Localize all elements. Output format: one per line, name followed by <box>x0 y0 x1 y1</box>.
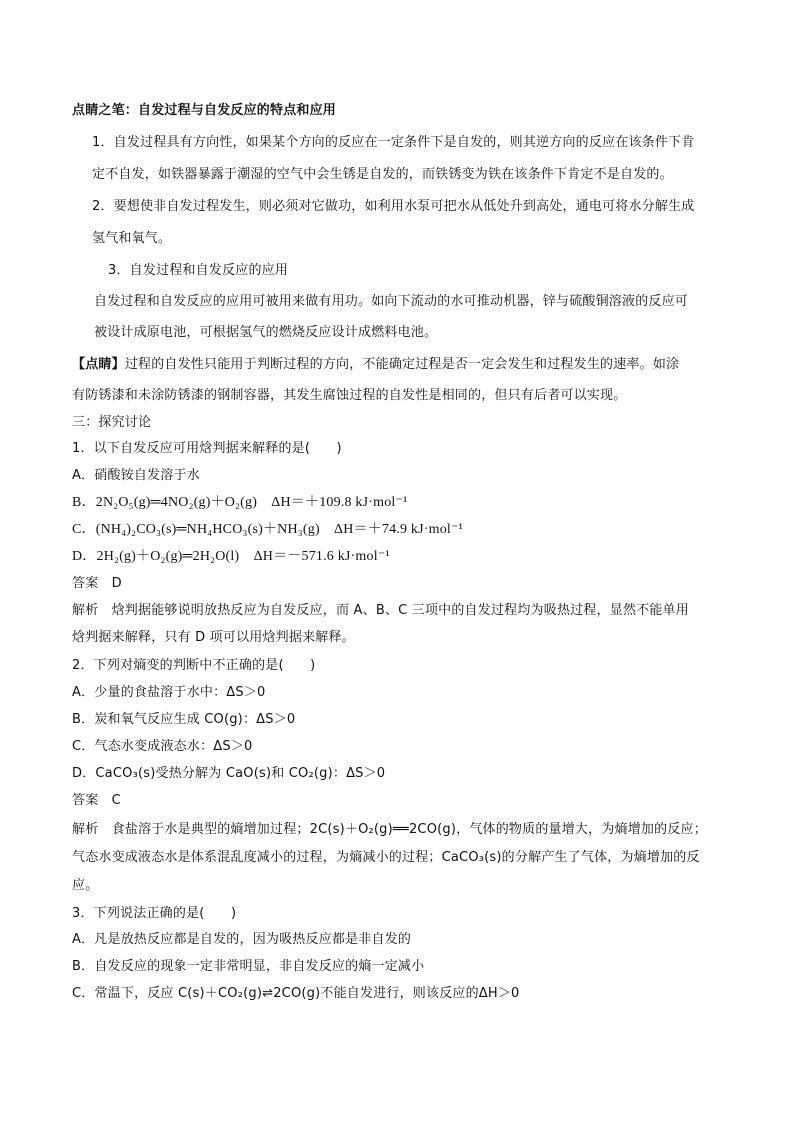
tip-text: 过程的自发性只能用于判断过程的方向，不能确定过程是否一定会发生和过程发生的速率。如涂 <box>124 357 680 372</box>
question-2-option-b: B．炭和氧气反应生成 CO(g)：ΔS＞0 <box>72 712 296 727</box>
question-3-option-c: C．常温下，反应 C(s)＋CO₂(g)⇌2CO(g)不能自发进行，则该反应的ΔH＞0 <box>72 986 520 1001</box>
point-2-line-2: 氢气和氧气。 <box>92 231 172 246</box>
question-2-analysis-line-1: 解析 食盐溶于水是典型的熵增加过程；2C(s)＋O₂(g)══2CO(g)，气体的物质的量增大，为熵增加的反应； <box>72 822 707 837</box>
question-1-option-a: A．硝酸铵自发溶于水 <box>72 468 200 483</box>
question-2-analysis-line-3: 应。 <box>72 878 99 893</box>
question-1-analysis-line-1: 解析 焓判据能够说明放热反应为自发反应，而 A、B、C 三项中的自发过程均为吸热过程，显然不能单用 <box>72 603 689 618</box>
point-3-title: 3．自发过程和自发反应的应用 <box>108 263 289 278</box>
question-2-option-c: C．气态水变成液态水：ΔS＞0 <box>72 739 253 754</box>
point-2-line-1: 2．要想使非自发过程发生，则必须对它做功，如利用水泵可把水从低处升到高处，通电可将水分解生成 <box>92 199 695 214</box>
question-1-option-d: D．2H₂(g)＋O₂(g)═2H₂O(l) ΔH＝－571.6 kJ·mol⁻¹ <box>72 549 390 564</box>
tip-line-2: 有防锈漆和未涂防锈漆的钢制容器，其发生腐蚀过程的自发性是相同的，但只有后者可以实现。 <box>72 388 627 403</box>
point-3-line-2: 被设计成原电池，可根据氢气的燃烧反应设计成燃料电池。 <box>94 325 438 340</box>
question-2-option-d: D．CaCO₃(s)受热分解为 CaO(s)和 CO₂(g)：ΔS＞0 <box>72 766 386 781</box>
question-2-answer: 答案 C <box>72 793 121 808</box>
question-1-stem: 1．以下自发反应可用焓判据来解释的是( ) <box>72 441 342 456</box>
question-2-analysis-line-2: 气态水变成液态水是体系混乱度减小的过程，为熵减小的过程；CaCO₃(s)的分解产生了气体，为熵增加的反 <box>72 850 700 865</box>
question-3-option-b: B．自发反应的现象一定非常明显，非自发反应的熵一定减小 <box>72 959 425 974</box>
section-heading: 点睛之笔：自发过程与自发反应的特点和应用 <box>72 103 337 118</box>
question-3-option-a: A．凡是放热反应都是自发的，因为吸热反应都是非自发的 <box>72 932 412 947</box>
question-1-analysis-line-2: 焓判据来解释，只有 D 项可以用焓判据来解释。 <box>72 630 355 645</box>
question-1-option-b: B．2N₂O₅(g)═4NO₂(g)＋O₂(g) ΔH＝＋109.8 kJ·mol⁻¹ <box>72 495 408 510</box>
question-3-stem: 3．下列说法正确的是( ) <box>72 906 237 921</box>
tip-line-1 <box>72 355 679 375</box>
point-1-line-1: 1．自发过程具有方向性，如果某个方向的反应在一定条件下是自发的，则其逆方向的反应在该条件下肯 <box>92 135 695 150</box>
question-1-option-c: C．(NH₄)₂CO₃(s)═NH₄HCO₃(s)＋NH₃(g) ΔH＝＋74.9 kJ·mol⁻¹ <box>72 522 463 537</box>
tip-label: 【点睛】 <box>72 357 125 372</box>
question-1-answer: 答案 D <box>72 576 122 591</box>
question-2-option-a: A．少量的食盐溶于水中：ΔS＞0 <box>72 685 266 700</box>
point-1-line-2: 定不自发，如铁器暴露于潮湿的空气中会生锈是自发的，而铁锈变为铁在该条件下肯定不是自发的。 <box>92 167 673 182</box>
discussion-title: 三：探究讨论 <box>72 415 152 430</box>
point-3-line-1: 自发过程和自发反应的应用可被用来做有用功。如向下流动的水可推动机器，锌与硫酸铜溶液的反应可 <box>94 294 689 309</box>
question-2-stem: 2．下列对熵变的判断中不正确的是( ) <box>72 658 316 673</box>
